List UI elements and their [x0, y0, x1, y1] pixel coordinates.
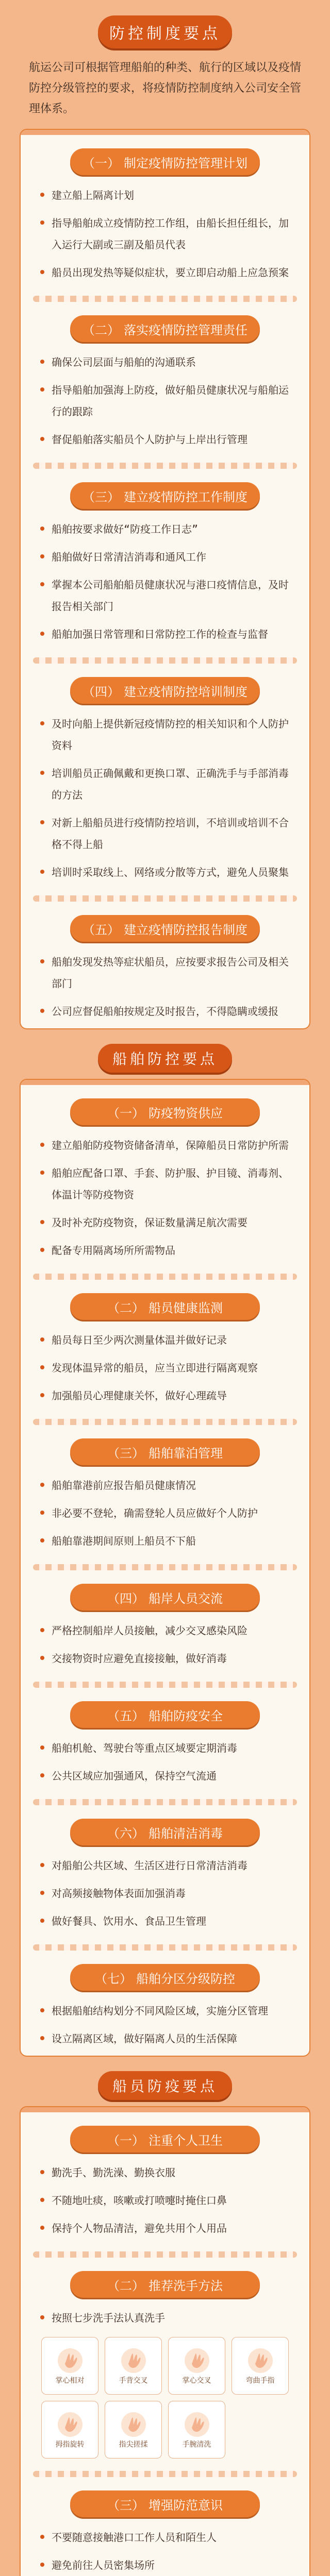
section-number: （七）: [95, 1971, 132, 1986]
list-item: 船舶机舱、驾驶台等重点区域要定期消毒: [38, 1737, 292, 1759]
section-number: （四）: [82, 684, 120, 699]
section-header: [70, 1098, 260, 1125]
list-item: 及时补充防疫物资，保证数量满足航次需要: [38, 1212, 292, 1233]
section-number: （三）: [107, 1446, 144, 1461]
list-item: 发现体温异常的船员，应当立即进行隔离观察: [38, 1357, 292, 1379]
handwash-label: 拇指旋转: [55, 2441, 85, 2449]
divider: [33, 1564, 297, 1570]
section-number: （三）: [82, 489, 120, 504]
section-number: （六）: [107, 1826, 144, 1841]
list-item: 严格控制船岸人员接触，减少交叉感染风险: [38, 1620, 292, 1641]
section-number: （三）: [107, 2498, 144, 2513]
list-item: 培训时采取线上、网络或分散等方式，避免人员聚集: [38, 861, 292, 883]
list-item: 船舶应配备口罩、手套、防护服、护目镜、消毒剂、体温计等防疫物资: [38, 1162, 292, 1206]
list-item: 根据船舶结构划分不同风险区域，实施分区管理: [38, 2000, 292, 2022]
divider: [33, 463, 297, 469]
handwash-step: [41, 2337, 98, 2395]
divider: [33, 657, 297, 664]
list-item: 公共区域应加强通风，保持空气流通: [38, 1765, 292, 1787]
section-number: （二）: [107, 1300, 144, 1315]
section-header: [70, 482, 260, 509]
divider: [33, 2251, 297, 2258]
section-label: 增强防范意识: [148, 2498, 223, 2513]
handwash-step: [105, 2337, 162, 2395]
section-header: [70, 915, 260, 942]
list-item: 避免前往人员密集场所: [38, 2554, 292, 2576]
section-header: [70, 1701, 260, 1728]
intro-text: 航运公司可根据管理船舶的种类、航行的区域以及疫情防控分级管控的要求，将疫情防控制度纳入公司安全管理体系。: [29, 61, 302, 115]
footer-title: 船员防疫要点: [98, 2071, 232, 2100]
section-label: 落实疫情防控管理责任: [124, 323, 248, 337]
divider: [33, 1944, 297, 1951]
hand-icon: [56, 2410, 85, 2439]
section-label: 制定疫情防控管理计划: [124, 156, 248, 171]
hand-icon: [56, 2346, 85, 2375]
handwash-label: 弯曲手指: [245, 2377, 275, 2385]
list-item: 不随地吐痰，咳嗽或打喷嚏时掩住口鼻: [38, 2190, 292, 2211]
divider: [33, 2471, 297, 2477]
section-label: 船舶分区分级防控: [136, 1971, 235, 1986]
list-item: 建立船上隔离计划: [38, 184, 292, 206]
sections-container: [21, 1098, 309, 2049]
divider: [33, 1419, 297, 1425]
handwash-step: [105, 2401, 162, 2459]
list-item: 对新上船船员进行疫情防控培训，不培训或培训不合格不得上船: [38, 812, 292, 855]
list-item: 船舶加强日常管理和日常防控工作的检查与监督: [38, 623, 292, 645]
ship-measures-group: [20, 1079, 310, 2057]
section-label: 建立疫情防控培训制度: [124, 684, 248, 699]
section-header: [70, 677, 260, 704]
section-header: [70, 148, 260, 175]
list-item: 掌握本公司船舶船员健康状况与港口疫情信息，及时报告相关部门: [38, 574, 292, 617]
hand-icon: [183, 2346, 211, 2375]
section-number: （二）: [82, 323, 120, 337]
list-item: 加强船员心理健康关怀，做好心理疏导: [38, 1385, 292, 1406]
section-label: 建立疫情防控工作制度: [124, 489, 248, 504]
section-label: 船员健康监测: [148, 1300, 223, 1315]
list-item: 督促船舶落实船员个人防护与上岸出行管理: [38, 429, 292, 450]
section-header: [70, 1584, 260, 1611]
list-item: 船舶发现发热等症状船员，应按要求报告公司及相关部门: [38, 951, 292, 994]
handwash-label: 指尖搓揉: [119, 2441, 148, 2449]
section-label: 推荐洗手方法: [148, 2278, 223, 2293]
divider: [33, 1682, 297, 1688]
page-title: 防控制度要点: [98, 15, 232, 48]
section-number: （二）: [107, 2278, 144, 2293]
list-item: 保持个人物品清洁，避免共用个人用品: [38, 2217, 292, 2239]
list-item: 对船舶公共区域、生活区进行日常清洁消毒: [38, 1855, 292, 1876]
subheader-title: 船舶防控要点: [98, 1044, 232, 1073]
list-item: 指导船舶加强海上防疫，做好船员健康状况与船舶运行的跟踪: [38, 379, 292, 422]
list-item: 船员出现发热等疑似症状，要立即启动船上应急预案: [38, 262, 292, 283]
section-header: [70, 2490, 260, 2517]
section-header: [70, 2271, 260, 2298]
list-item: 建立船舶防疫物资储备清单，保障船员日常防护所需: [38, 1134, 292, 1156]
section-header: [70, 315, 260, 342]
section-label: 船岸人员交流: [148, 1591, 223, 1606]
group-head: [21, 2107, 309, 2112]
list-item: 指导船舶成立疫情防控工作组，由船长担任组长，加入运行大副或三副及船员代表: [38, 212, 292, 256]
section-label: 船舶靠泊管理: [148, 1446, 223, 1461]
list-item: 船舶靠港期间原则上船员不下船: [38, 1530, 292, 1552]
list-item: 船舶做好日常清洁消毒和通风工作: [38, 546, 292, 568]
section-header: [70, 1819, 260, 1845]
list-item: 按照七步洗手法认真洗手: [38, 2307, 292, 2329]
divider: [33, 1799, 297, 1805]
list-item: 船员每日至少两次测量体温并做好记录: [38, 1329, 292, 1351]
handwash-grid: [41, 2337, 289, 2459]
list-item: 船舶按要求做好“防疫工作日志”: [38, 518, 292, 540]
list-item: 交接物资时应避免直接接触，做好消毒: [38, 1648, 292, 1669]
list-item: 配备专用隔离场所所需物品: [38, 1240, 292, 1261]
section-label: 船舶清洁消毒: [148, 1826, 223, 1841]
handwash-step: [168, 2337, 225, 2395]
list-item: 及时向船上提供新冠疫情防控的相关知识和个人防护资料: [38, 713, 292, 756]
handwash-label: 手腕清洗: [182, 2441, 211, 2449]
group-head: [21, 130, 309, 135]
hand-icon: [119, 2410, 148, 2439]
list-item: 做好餐具、饮用水、食品卫生管理: [38, 1910, 292, 1932]
handwash-label: 掌心相对: [55, 2377, 85, 2385]
section-number: （一）: [107, 1106, 144, 1121]
hand-icon: [246, 2346, 275, 2375]
crew-measures-group: [20, 2106, 310, 2576]
handwash-step: [41, 2401, 98, 2459]
handwash-label: 掌心交叉: [182, 2377, 211, 2385]
list-item: 非必要不登轮，确需登轮人员应做好个人防护: [38, 1502, 292, 1524]
section-label: 建立疫情防控报告制度: [124, 922, 248, 937]
list-item: 确保公司层面与船舶的沟通联系: [38, 351, 292, 373]
list-item: 培训船员正确佩戴和更换口罩、正确洗手与手部消毒的方法: [38, 762, 292, 806]
section-number: （一）: [107, 2133, 144, 2148]
list-item: 对高频接触物体表面加强消毒: [38, 1883, 292, 1904]
handwash-step: [232, 2337, 289, 2395]
handwash-label: 手背交叉: [119, 2377, 148, 2385]
group-head: [21, 1080, 309, 1085]
divider: [33, 1274, 297, 1280]
section-header: [70, 1964, 260, 1991]
list-item: 设立隔离区域，做好隔离人员的生活保障: [38, 2028, 292, 2049]
section-header: [70, 1293, 260, 1320]
list-item: 不要随意接触港口工作人员和陌生人: [38, 2527, 292, 2548]
section-number: （一）: [82, 156, 120, 171]
section-label: 船舶防疫安全: [148, 1708, 223, 1723]
section-label: 防疫物资供应: [148, 1106, 223, 1121]
section-header: [70, 2126, 260, 2153]
list-item: 勤洗手、勤洗澡、勤换衣服: [38, 2162, 292, 2183]
sections-container: [21, 2126, 309, 2576]
section-number: （五）: [107, 1708, 144, 1723]
section-label: 注重个人卫生: [148, 2133, 223, 2148]
section-header: [70, 1438, 260, 1465]
list-item: 公司应督促船舶按规定及时报告，不得隐瞒或缓报: [38, 1001, 292, 1022]
hand-icon: [183, 2410, 211, 2439]
divider: [33, 895, 297, 902]
section-number: （五）: [82, 922, 120, 937]
handwash-step: [168, 2401, 225, 2459]
section-number: （四）: [107, 1591, 144, 1606]
hand-icon: [119, 2346, 148, 2375]
list-item: 船舶靠港前应报告船员健康情况: [38, 1475, 292, 1496]
divider: [33, 296, 297, 302]
control-measures-group: [20, 129, 310, 1029]
sections-container: [21, 148, 309, 1022]
